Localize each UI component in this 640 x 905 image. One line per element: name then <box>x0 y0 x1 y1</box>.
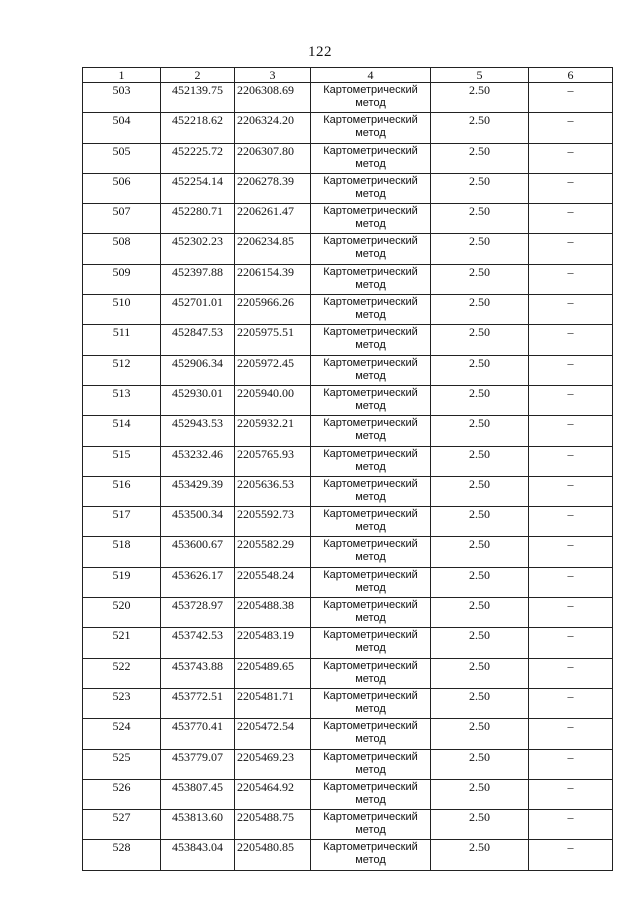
accuracy-cell: 2.50 <box>431 537 529 567</box>
x-coordinate-cell: 453772.51 <box>161 688 235 718</box>
table-row <box>83 567 613 597</box>
x-coordinate-cell: 452930.01 <box>161 385 235 415</box>
y-coordinate-cell: 2205975.51 <box>235 325 311 355</box>
y-coordinate-cell: 2205488.38 <box>235 598 311 628</box>
accuracy-cell: 2.50 <box>431 840 529 870</box>
point-number-cell: 516 <box>83 476 161 506</box>
accuracy-cell: 2.50 <box>431 355 529 385</box>
x-coordinate-cell: 453728.97 <box>161 598 235 628</box>
y-coordinate-cell: 2205932.21 <box>235 416 311 446</box>
accuracy-cell: 2.50 <box>431 113 529 143</box>
x-coordinate-cell: 452943.53 <box>161 416 235 446</box>
note-cell: – <box>529 325 613 355</box>
x-coordinate-cell: 452906.34 <box>161 355 235 385</box>
y-coordinate-cell: 2206324.20 <box>235 113 311 143</box>
x-coordinate-cell: 453807.45 <box>161 779 235 809</box>
x-coordinate-cell: 452280.71 <box>161 204 235 234</box>
table-row <box>83 628 613 658</box>
table-body <box>83 83 613 871</box>
point-number-cell: 524 <box>83 719 161 749</box>
note-cell: – <box>529 658 613 688</box>
point-number-cell: 504 <box>83 113 161 143</box>
method-cell: Картометрический метод <box>311 719 431 749</box>
accuracy-cell: 2.50 <box>431 295 529 325</box>
note-cell: – <box>529 446 613 476</box>
x-coordinate-cell: 453500.34 <box>161 507 235 537</box>
note-cell: – <box>529 355 613 385</box>
y-coordinate-cell: 2206234.85 <box>235 234 311 264</box>
method-cell: Картометрический метод <box>311 83 431 113</box>
accuracy-cell: 2.50 <box>431 264 529 294</box>
point-number-cell: 507 <box>83 204 161 234</box>
table-row <box>83 840 613 870</box>
table-row <box>83 204 613 234</box>
note-cell: – <box>529 143 613 173</box>
method-cell: Картометрический метод <box>311 295 431 325</box>
point-number-cell: 509 <box>83 264 161 294</box>
point-number-cell: 515 <box>83 446 161 476</box>
accuracy-cell: 2.50 <box>431 204 529 234</box>
note-cell: – <box>529 416 613 446</box>
method-cell: Картометрический метод <box>311 385 431 415</box>
method-cell: Картометрический метод <box>311 658 431 688</box>
y-coordinate-cell: 2205636.53 <box>235 476 311 506</box>
y-coordinate-cell: 2205940.00 <box>235 385 311 415</box>
note-cell: – <box>529 234 613 264</box>
table-row <box>83 143 613 173</box>
method-cell: Картометрический метод <box>311 749 431 779</box>
point-number-cell: 510 <box>83 295 161 325</box>
point-number-cell: 517 <box>83 507 161 537</box>
note-cell: – <box>529 810 613 840</box>
x-coordinate-cell: 452701.01 <box>161 295 235 325</box>
table-row <box>83 385 613 415</box>
y-coordinate-cell: 2205464.92 <box>235 779 311 809</box>
method-cell: Картометрический метод <box>311 355 431 385</box>
method-cell: Картометрический метод <box>311 810 431 840</box>
x-coordinate-cell: 452139.75 <box>161 83 235 113</box>
accuracy-cell: 2.50 <box>431 173 529 203</box>
note-cell: – <box>529 840 613 870</box>
header-col-6: 6 <box>529 68 613 83</box>
x-coordinate-cell: 453779.07 <box>161 749 235 779</box>
note-cell: – <box>529 688 613 718</box>
point-number-cell: 511 <box>83 325 161 355</box>
table-row <box>83 173 613 203</box>
method-cell: Картометрический метод <box>311 628 431 658</box>
point-number-cell: 513 <box>83 385 161 415</box>
point-number-cell: 528 <box>83 840 161 870</box>
table-row <box>83 446 613 476</box>
point-number-cell: 523 <box>83 688 161 718</box>
x-coordinate-cell: 453813.60 <box>161 810 235 840</box>
x-coordinate-cell: 453232.46 <box>161 446 235 476</box>
accuracy-cell: 2.50 <box>431 688 529 718</box>
accuracy-cell: 2.50 <box>431 416 529 446</box>
method-cell: Картометрический метод <box>311 507 431 537</box>
y-coordinate-cell: 2205488.75 <box>235 810 311 840</box>
note-cell: – <box>529 295 613 325</box>
y-coordinate-cell: 2205489.65 <box>235 658 311 688</box>
y-coordinate-cell: 2205765.93 <box>235 446 311 476</box>
point-number-cell: 526 <box>83 779 161 809</box>
accuracy-cell: 2.50 <box>431 658 529 688</box>
x-coordinate-cell: 453429.39 <box>161 476 235 506</box>
table-row <box>83 83 613 113</box>
accuracy-cell: 2.50 <box>431 325 529 355</box>
x-coordinate-cell: 453600.67 <box>161 537 235 567</box>
method-cell: Картометрический метод <box>311 264 431 294</box>
x-coordinate-cell: 453770.41 <box>161 719 235 749</box>
note-cell: – <box>529 567 613 597</box>
y-coordinate-cell: 2205481.71 <box>235 688 311 718</box>
point-number-cell: 527 <box>83 810 161 840</box>
accuracy-cell: 2.50 <box>431 446 529 476</box>
y-coordinate-cell: 2205469.23 <box>235 749 311 779</box>
x-coordinate-cell: 453843.04 <box>161 840 235 870</box>
method-cell: Картометрический метод <box>311 840 431 870</box>
note-cell: – <box>529 779 613 809</box>
x-coordinate-cell: 452302.23 <box>161 234 235 264</box>
note-cell: – <box>529 476 613 506</box>
method-cell: Картометрический метод <box>311 143 431 173</box>
table-row <box>83 507 613 537</box>
method-cell: Картометрический метод <box>311 446 431 476</box>
point-number-cell: 506 <box>83 173 161 203</box>
table-row <box>83 355 613 385</box>
table-row <box>83 537 613 567</box>
accuracy-cell: 2.50 <box>431 598 529 628</box>
note-cell: – <box>529 628 613 658</box>
y-coordinate-cell: 2205582.29 <box>235 537 311 567</box>
note-cell: – <box>529 537 613 567</box>
method-cell: Картометрический метод <box>311 173 431 203</box>
header-col-5: 5 <box>431 68 529 83</box>
header-col-3: 3 <box>235 68 311 83</box>
accuracy-cell: 2.50 <box>431 749 529 779</box>
note-cell: – <box>529 204 613 234</box>
accuracy-cell: 2.50 <box>431 385 529 415</box>
table-row <box>83 295 613 325</box>
y-coordinate-cell: 2205483.19 <box>235 628 311 658</box>
table-row <box>83 779 613 809</box>
table-row <box>83 476 613 506</box>
x-coordinate-cell: 452847.53 <box>161 325 235 355</box>
y-coordinate-cell: 2206154.39 <box>235 264 311 294</box>
y-coordinate-cell: 2206278.39 <box>235 173 311 203</box>
accuracy-cell: 2.50 <box>431 719 529 749</box>
table-row <box>83 688 613 718</box>
table-row <box>83 810 613 840</box>
method-cell: Картометрический метод <box>311 416 431 446</box>
x-coordinate-cell: 453626.17 <box>161 567 235 597</box>
table-row <box>83 113 613 143</box>
note-cell: – <box>529 507 613 537</box>
note-cell: – <box>529 385 613 415</box>
table-header <box>83 68 613 83</box>
y-coordinate-cell: 2206308.69 <box>235 83 311 113</box>
point-number-cell: 525 <box>83 749 161 779</box>
method-cell: Картометрический метод <box>311 204 431 234</box>
method-cell: Картометрический метод <box>311 537 431 567</box>
header-col-2: 2 <box>161 68 235 83</box>
x-coordinate-cell: 452218.62 <box>161 113 235 143</box>
method-cell: Картометрический метод <box>311 476 431 506</box>
method-cell: Картометрический метод <box>311 779 431 809</box>
y-coordinate-cell: 2206307.80 <box>235 143 311 173</box>
note-cell: – <box>529 83 613 113</box>
note-cell: – <box>529 598 613 628</box>
method-cell: Картометрический метод <box>311 598 431 628</box>
point-number-cell: 519 <box>83 567 161 597</box>
note-cell: – <box>529 719 613 749</box>
accuracy-cell: 2.50 <box>431 507 529 537</box>
accuracy-cell: 2.50 <box>431 779 529 809</box>
accuracy-cell: 2.50 <box>431 476 529 506</box>
point-number-cell: 505 <box>83 143 161 173</box>
accuracy-cell: 2.50 <box>431 83 529 113</box>
table-row <box>83 325 613 355</box>
page-number: 122 <box>308 44 332 60</box>
accuracy-cell: 2.50 <box>431 234 529 264</box>
point-number-cell: 512 <box>83 355 161 385</box>
y-coordinate-cell: 2205972.45 <box>235 355 311 385</box>
header-col-1: 1 <box>83 68 161 83</box>
y-coordinate-cell: 2206261.47 <box>235 204 311 234</box>
accuracy-cell: 2.50 <box>431 628 529 658</box>
method-cell: Картометрический метод <box>311 567 431 597</box>
y-coordinate-cell: 2205592.73 <box>235 507 311 537</box>
table-row <box>83 598 613 628</box>
method-cell: Картометрический метод <box>311 234 431 264</box>
note-cell: – <box>529 173 613 203</box>
method-cell: Картометрический метод <box>311 113 431 143</box>
accuracy-cell: 2.50 <box>431 810 529 840</box>
y-coordinate-cell: 2205966.26 <box>235 295 311 325</box>
header-row <box>83 68 613 83</box>
point-number-cell: 521 <box>83 628 161 658</box>
method-cell: Картометрический метод <box>311 325 431 355</box>
accuracy-cell: 2.50 <box>431 567 529 597</box>
x-coordinate-cell: 452397.88 <box>161 264 235 294</box>
point-number-cell: 514 <box>83 416 161 446</box>
point-number-cell: 522 <box>83 658 161 688</box>
note-cell: – <box>529 749 613 779</box>
note-cell: – <box>529 264 613 294</box>
x-coordinate-cell: 452225.72 <box>161 143 235 173</box>
y-coordinate-cell: 2205548.24 <box>235 567 311 597</box>
y-coordinate-cell: 2205472.54 <box>235 719 311 749</box>
table-row <box>83 719 613 749</box>
table-row <box>83 416 613 446</box>
x-coordinate-cell: 453743.88 <box>161 658 235 688</box>
x-coordinate-cell: 453742.53 <box>161 628 235 658</box>
x-coordinate-cell: 452254.14 <box>161 173 235 203</box>
table-row <box>83 749 613 779</box>
y-coordinate-cell: 2205480.85 <box>235 840 311 870</box>
point-number-cell: 503 <box>83 83 161 113</box>
table-row <box>83 264 613 294</box>
point-number-cell: 520 <box>83 598 161 628</box>
table-row <box>83 234 613 264</box>
table-row <box>83 658 613 688</box>
accuracy-cell: 2.50 <box>431 143 529 173</box>
header-col-4: 4 <box>311 68 431 83</box>
method-cell: Картометрический метод <box>311 688 431 718</box>
coordinates-table <box>82 67 613 871</box>
point-number-cell: 518 <box>83 537 161 567</box>
point-number-cell: 508 <box>83 234 161 264</box>
note-cell: – <box>529 113 613 143</box>
